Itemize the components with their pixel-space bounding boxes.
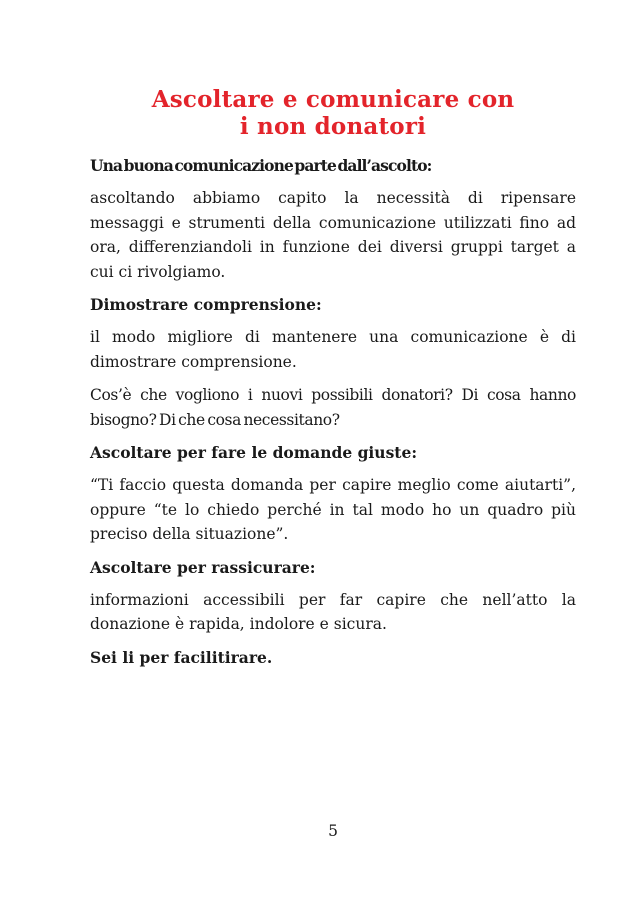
section-heading-understanding: Dimostrare comprensione: [90,295,322,314]
section-heading-reassure: Ascoltare per rassicurare: [90,557,316,577]
body-content [90,154,576,678]
section-text-reassure: informazioni accessibili per far capire che nell’atto la donazione è rapida, indolore e sicura. [90,590,576,633]
section-heading-facilitate: Sei li per facilitirare. [90,647,273,667]
section-text-listening: ascoltando abbiamo capito la necessità di ripensare messaggi e strumenti della comunicazione utilizzati fino ad ora, differenziandoli in funzione dei diversi gruppi target a cui ci rivolgiamo. [90,189,576,281]
section-heading-listening: Una buona comunicazione parte dall’ascolto: [90,156,432,175]
page-title [90,86,576,140]
title-line-2: i non donatori [239,113,427,140]
page-number: 5 [328,822,338,840]
section-text-understanding: il modo migliore di mantenere una comunicazione è di dimostrare comprensione. [90,328,576,371]
section-heading-right-questions: Ascoltare per fare le domande giuste: [90,443,418,462]
title-line-1: Ascoltare e comunicare con [151,86,515,113]
section-text-questions: Cos’è che vogliono i nuovi possibili donatori? Di cosa hanno bisogno? Di che cosa necessitano? [90,386,576,429]
section-text-right-questions: “Ti faccio questa domanda per capire meglio come aiutarti”, oppure “te lo chiedo perché in tal modo ho un quadro più preciso della situazione”. [90,476,576,543]
